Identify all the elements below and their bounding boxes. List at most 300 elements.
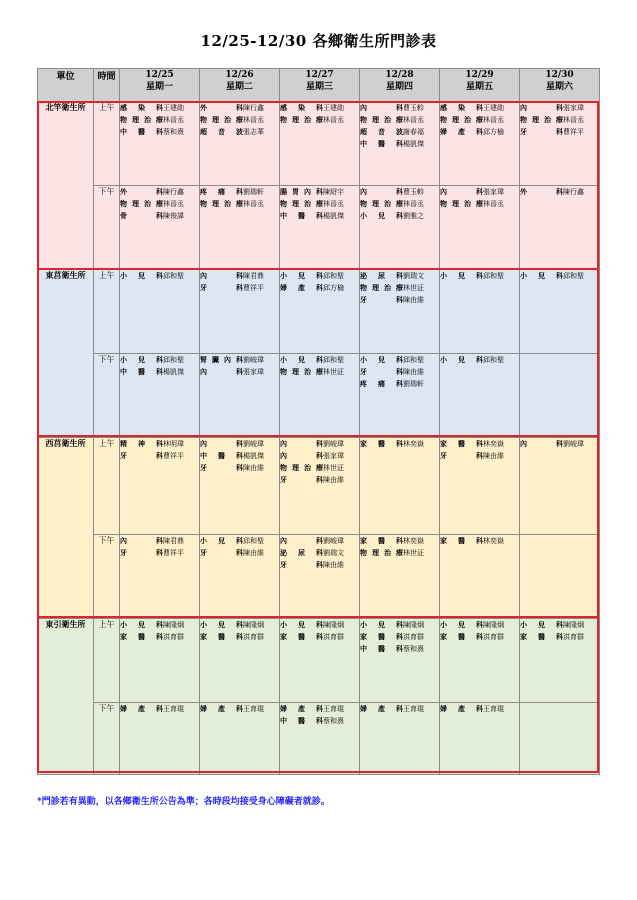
department-name: 物理治療 — [360, 283, 403, 292]
footnote: *門診若有異動，以各鄉衛生所公告為準；各時段均接受身心障礙者就診。 — [37, 797, 330, 807]
department-name: 小兒科 — [120, 355, 163, 364]
department-name: 小兒科 — [440, 355, 483, 364]
clinic-entry — [280, 462, 359, 474]
schedule-cell — [120, 102, 200, 186]
department-name: 家醫科 — [280, 632, 323, 641]
doctor-name: 陳隆炯 — [563, 621, 584, 629]
schedule-cell — [360, 186, 440, 270]
site-dongyin: 東引衛生所 — [38, 619, 94, 775]
doctor-name: 林明瑋 — [163, 440, 184, 448]
department-name: 婦產科 — [280, 283, 323, 292]
department-name: 泌尿科 — [280, 548, 323, 557]
clinic-entry — [360, 354, 439, 366]
doctor-name: 林晉丞 — [163, 116, 184, 124]
clinic-entry — [200, 631, 279, 643]
doctor-name: 王建勛 — [483, 104, 504, 112]
clinic-entry — [360, 270, 439, 282]
clinic-entry — [200, 438, 279, 450]
day-date: 12/28 — [385, 70, 414, 80]
clinic-entry — [200, 547, 279, 559]
department-name: 感染科 — [280, 103, 323, 112]
department-name: 家醫科 — [440, 439, 483, 448]
clinic-entry — [200, 366, 279, 378]
day-date: 12/25 — [145, 70, 174, 80]
schedule-cell — [360, 703, 440, 775]
department-name: 內科 — [200, 439, 243, 448]
clinic-entry — [520, 102, 599, 114]
clinic-entry — [200, 450, 279, 462]
department-name: 家醫科 — [440, 536, 483, 545]
time-period: 下午 — [94, 354, 120, 438]
header-time: 時間 — [94, 69, 120, 102]
day-weekday: 星期四 — [385, 82, 413, 92]
time-period: 上午 — [94, 102, 120, 186]
day-header — [200, 69, 280, 102]
department-name: 物理治療 — [360, 199, 403, 208]
doctor-name: 林晉丞 — [403, 200, 424, 208]
doctor-name: 邱和聖 — [483, 272, 504, 280]
schedule-cell — [440, 186, 520, 270]
doctor-name: 陳由維 — [243, 464, 264, 472]
department-name: 中醫科 — [200, 451, 243, 460]
clinic-entry — [520, 270, 599, 282]
doctor-name: 劉峻瑋 — [323, 537, 344, 545]
department-name: 家醫科 — [360, 439, 403, 448]
day-header — [520, 69, 600, 102]
schedule-cell — [360, 270, 440, 354]
day-date: 12/26 — [225, 70, 254, 80]
clinic-entry — [360, 643, 439, 655]
clinic-entry — [120, 270, 199, 282]
doctor-name: 陳由維 — [243, 549, 264, 557]
doctor-name: 陳行鑫 — [243, 104, 264, 112]
page-title: 12/25-12/30 各鄉衛生所門診表 — [200, 32, 437, 50]
clinic-entry — [360, 438, 439, 450]
doctor-name: 陳君鼎 — [243, 272, 264, 280]
department-name: 腎臟內科 — [200, 355, 243, 364]
clinic-entry — [200, 114, 279, 126]
department-name: 內科 — [200, 367, 243, 376]
clinic-entry — [440, 354, 519, 366]
doctor-name: 陳隆炯 — [163, 621, 184, 629]
department-name: 內科 — [360, 187, 403, 196]
site-north-gan: 北竿衛生所 — [38, 102, 94, 270]
clinic-entry — [120, 535, 199, 547]
clinic-entry — [280, 198, 359, 210]
schedule-cell — [120, 535, 200, 619]
doctor-name: 邱和聖 — [243, 537, 264, 545]
doctor-name: 邱和聖 — [163, 272, 184, 280]
doctor-name: 林晉丞 — [563, 116, 584, 124]
department-name: 中醫科 — [360, 644, 403, 653]
department-name: 牙科 — [200, 548, 243, 557]
doctor-name: 張家瑋 — [483, 188, 504, 196]
schedule-cell — [440, 270, 520, 354]
doctor-name: 張家瑋 — [323, 452, 344, 460]
department-name: 婦產科 — [440, 704, 483, 713]
clinic-entry — [280, 703, 359, 715]
clinic-entry — [440, 619, 519, 631]
doctor-name: 陳由維 — [323, 561, 344, 569]
department-name: 中醫科 — [120, 127, 163, 136]
doctor-name: 邱和聖 — [483, 356, 504, 364]
doctor-name: 劉瑞文 — [403, 272, 424, 280]
department-name: 感染科 — [440, 103, 483, 112]
department-name: 疼痛科 — [360, 379, 403, 388]
clinic-schedule-table — [37, 68, 600, 775]
day-weekday: 星期一 — [145, 82, 173, 92]
doctor-name: 劉峻瑋 — [563, 440, 584, 448]
clinic-entry — [280, 114, 359, 126]
department-name: 泌尿科 — [360, 271, 403, 280]
department-name: 外科 — [520, 187, 563, 196]
department-name: 牙科 — [120, 451, 163, 460]
clinic-entry — [360, 126, 439, 138]
department-name: 牙科 — [200, 463, 243, 472]
schedule-cell — [120, 270, 200, 354]
clinic-entry — [360, 282, 439, 294]
clinic-entry — [280, 438, 359, 450]
day-weekday: 星期三 — [305, 82, 333, 92]
schedule-row — [38, 703, 600, 775]
schedule-cell — [120, 354, 200, 438]
department-name: 內科 — [280, 439, 323, 448]
doctor-name: 陳俊諱 — [163, 212, 184, 220]
time-period: 下午 — [94, 703, 120, 775]
clinic-entry — [200, 126, 279, 138]
department-name: 牙科 — [120, 548, 163, 557]
department-name: 內科 — [280, 451, 323, 460]
department-name: 小兒科 — [200, 536, 243, 545]
schedule-cell — [280, 703, 360, 775]
time-period: 上午 — [94, 619, 120, 703]
doctor-name: 陳君鼎 — [163, 537, 184, 545]
schedule-cell — [520, 438, 600, 535]
doctor-name: 洪育群 — [563, 633, 584, 641]
department-name: 家醫科 — [520, 632, 563, 641]
doctor-name: 王育琨 — [163, 705, 184, 713]
department-name: 婦產科 — [200, 704, 243, 713]
doctor-name: 王育琨 — [403, 705, 424, 713]
department-name: 超音波 — [360, 127, 403, 136]
doctor-name: 陳隆炯 — [403, 621, 424, 629]
schedule-row — [38, 102, 600, 186]
doctor-name: 王育琨 — [323, 705, 344, 713]
department-name: 內科 — [440, 187, 483, 196]
department-name: 物理治療 — [280, 367, 323, 376]
clinic-entry — [120, 210, 199, 222]
doctor-name: 王育琨 — [483, 705, 504, 713]
clinic-entry — [280, 535, 359, 547]
clinic-entry — [360, 631, 439, 643]
doctor-name: 洪育群 — [323, 633, 344, 641]
doctor-name: 曹玉軫 — [403, 188, 424, 196]
doctor-name: 邱和聖 — [403, 356, 424, 364]
day-header — [280, 69, 360, 102]
schedule-row — [38, 619, 600, 703]
department-name: 婦產科 — [280, 704, 323, 713]
clinic-entry — [360, 138, 439, 150]
schedule-cell — [440, 102, 520, 186]
doctor-name: 陳由維 — [403, 368, 424, 376]
doctor-name: 楊凱傑 — [163, 368, 184, 376]
schedule-row — [38, 438, 600, 535]
clinic-entry — [120, 366, 199, 378]
schedule-cell — [280, 270, 360, 354]
clinic-entry — [360, 378, 439, 390]
doctor-name: 林世泟 — [323, 368, 344, 376]
clinic-entry — [280, 270, 359, 282]
clinic-entry — [360, 619, 439, 631]
schedule-row — [38, 354, 600, 438]
doctor-name: 劉峻瑋 — [243, 440, 264, 448]
doctor-name: 陳紹宇 — [323, 188, 344, 196]
site-west-ju: 西莒衛生所 — [38, 438, 94, 619]
schedule-cell — [360, 102, 440, 186]
doctor-name: 劉雅之 — [403, 212, 424, 220]
department-name: 物理治療 — [360, 115, 403, 124]
day-date: 12/27 — [305, 70, 334, 80]
clinic-entry — [360, 210, 439, 222]
schedule-cell — [360, 438, 440, 535]
doctor-name: 陳隆炯 — [323, 621, 344, 629]
doctor-name: 王建勛 — [163, 104, 184, 112]
doctor-name: 林世泟 — [403, 284, 424, 292]
doctor-name: 曹祥平 — [243, 284, 264, 292]
clinic-entry — [360, 114, 439, 126]
doctor-name: 劉瑞文 — [323, 549, 344, 557]
doctor-name: 陳隆炯 — [243, 621, 264, 629]
schedule-cell — [200, 535, 280, 619]
schedule-cell — [520, 102, 600, 186]
department-name: 物理治療 — [200, 115, 243, 124]
schedule-cell — [520, 619, 600, 703]
clinic-entry — [520, 438, 599, 450]
doctor-name: 楊凱傑 — [403, 140, 424, 148]
department-name: 內科 — [280, 536, 323, 545]
doctor-name: 陳隆炯 — [483, 621, 504, 629]
clinic-entry — [520, 126, 599, 138]
clinic-entry — [120, 354, 199, 366]
department-name: 牙科 — [360, 295, 403, 304]
doctor-name: 劉峻瑋 — [323, 440, 344, 448]
doctor-name: 劉瑞軒 — [403, 380, 424, 388]
doctor-name: 林晉丞 — [483, 200, 504, 208]
clinic-entry — [440, 438, 519, 450]
day-date: 12/29 — [465, 70, 494, 80]
clinic-entry — [440, 631, 519, 643]
schedule-cell — [280, 102, 360, 186]
schedule-cell — [200, 186, 280, 270]
doctor-name: 曹祥平 — [163, 452, 184, 460]
department-name: 小兒科 — [520, 620, 563, 629]
doctor-name: 曹祥平 — [563, 128, 584, 136]
department-name: 超音波 — [200, 127, 243, 136]
schedule-cell — [280, 438, 360, 535]
clinic-entry — [120, 126, 199, 138]
header-row — [38, 69, 600, 102]
department-name: 內科 — [520, 439, 563, 448]
department-name: 疼痛科 — [200, 187, 243, 196]
schedule-cell — [360, 354, 440, 438]
department-name: 小兒科 — [280, 620, 323, 629]
clinic-entry — [280, 474, 359, 486]
clinic-entry — [200, 282, 279, 294]
department-name: 物理治療 — [280, 199, 323, 208]
doctor-name: 陳由維 — [323, 476, 344, 484]
schedule-cell — [360, 535, 440, 619]
clinic-entry — [280, 210, 359, 222]
doctor-name: 林晉丞 — [163, 200, 184, 208]
clinic-entry — [280, 631, 359, 643]
department-name: 牙科 — [280, 475, 323, 484]
schedule-cell — [200, 619, 280, 703]
schedule-cell — [280, 186, 360, 270]
clinic-entry — [440, 270, 519, 282]
doctor-name: 邱方榆 — [323, 284, 344, 292]
department-name: 小兒科 — [120, 271, 163, 280]
day-date: 12/30 — [545, 70, 574, 80]
doctor-name: 蔡和熹 — [323, 717, 344, 725]
schedule-cell — [520, 535, 600, 619]
clinic-entry — [200, 703, 279, 715]
clinic-entry — [440, 114, 519, 126]
doctor-name: 邱方榆 — [483, 128, 504, 136]
clinic-entry — [520, 186, 599, 198]
clinic-entry — [280, 354, 359, 366]
department-name: 外科 — [120, 187, 163, 196]
schedule-cell — [120, 703, 200, 775]
doctor-name: 楊凱傑 — [243, 452, 264, 460]
schedule-cell — [440, 535, 520, 619]
department-name: 家醫科 — [120, 632, 163, 641]
doctor-name: 邱和聖 — [323, 272, 344, 280]
department-name: 小兒科 — [200, 620, 243, 629]
department-name: 物理治療 — [120, 115, 163, 124]
doctor-name: 林世泟 — [403, 549, 424, 557]
clinic-entry — [120, 198, 199, 210]
department-name: 婦產科 — [440, 127, 483, 136]
doctor-name: 張家瑋 — [563, 104, 584, 112]
doctor-name: 蔡和熹 — [163, 128, 184, 136]
clinic-entry — [360, 294, 439, 306]
department-name: 物理治療 — [440, 199, 483, 208]
clinic-entry — [200, 354, 279, 366]
schedule-cell — [120, 619, 200, 703]
department-name: 婦產科 — [360, 704, 403, 713]
clinic-entry — [120, 619, 199, 631]
day-weekday: 星期五 — [465, 82, 493, 92]
clinic-entry — [280, 559, 359, 571]
schedule-cell — [200, 354, 280, 438]
doctor-name: 邱和聖 — [563, 272, 584, 280]
clinic-entry — [360, 186, 439, 198]
department-name: 小兒科 — [280, 355, 323, 364]
clinic-entry — [360, 102, 439, 114]
doctor-name: 王建勛 — [323, 104, 344, 112]
schedule-row — [38, 535, 600, 619]
doctor-name: 曹玉軫 — [403, 104, 424, 112]
department-name: 中醫科 — [280, 716, 323, 725]
schedule-cell — [200, 270, 280, 354]
doctor-name: 林奕嶽 — [403, 440, 424, 448]
clinic-entry — [280, 366, 359, 378]
day-header — [440, 69, 520, 102]
doctor-name: 邱和聖 — [163, 356, 184, 364]
schedule-cell — [520, 354, 600, 438]
doctor-name: 陳由維 — [403, 296, 424, 304]
schedule-cell — [280, 354, 360, 438]
schedule-cell — [200, 703, 280, 775]
schedule-cell — [120, 438, 200, 535]
clinic-entry — [120, 547, 199, 559]
doctor-name: 林奕嶽 — [483, 440, 504, 448]
doctor-name: 王育琨 — [243, 705, 264, 713]
clinic-entry — [120, 102, 199, 114]
schedule-cell — [200, 438, 280, 535]
schedule-cell — [440, 703, 520, 775]
clinic-entry — [440, 535, 519, 547]
department-name: 牙科 — [280, 560, 323, 569]
department-name: 內科 — [120, 536, 163, 545]
department-name: 家醫科 — [360, 536, 403, 545]
clinic-entry — [200, 462, 279, 474]
doctor-name: 林世泟 — [323, 464, 344, 472]
department-name: 家醫科 — [200, 632, 243, 641]
day-weekday: 星期六 — [545, 82, 573, 92]
doctor-name: 張志華 — [243, 128, 264, 136]
day-header — [120, 69, 200, 102]
doctor-name: 林晉丞 — [243, 116, 264, 124]
department-name: 物理治療 — [280, 463, 323, 472]
doctor-name: 邱和聖 — [323, 356, 344, 364]
department-name: 感染科 — [120, 103, 163, 112]
time-period: 下午 — [94, 186, 120, 270]
department-name: 物理治療 — [360, 548, 403, 557]
clinic-entry — [200, 102, 279, 114]
department-name: 物理治療 — [120, 199, 163, 208]
doctor-name: 陳由維 — [483, 452, 504, 460]
clinic-entry — [280, 186, 359, 198]
clinic-entry — [520, 631, 599, 643]
doctor-name: 劉峻瑋 — [243, 356, 264, 364]
doctor-name: 楊凱傑 — [323, 212, 344, 220]
day-header — [360, 69, 440, 102]
clinic-entry — [200, 270, 279, 282]
department-name: 中醫科 — [360, 139, 403, 148]
department-name: 小兒科 — [120, 620, 163, 629]
department-name: 精神科 — [120, 439, 163, 448]
time-period: 下午 — [94, 535, 120, 619]
department-name: 小兒科 — [440, 620, 483, 629]
department-name: 小兒科 — [440, 271, 483, 280]
department-name: 小兒科 — [360, 620, 403, 629]
doctor-name: 洪育群 — [163, 633, 184, 641]
clinic-entry — [120, 703, 199, 715]
doctor-name: 林晉丞 — [403, 116, 424, 124]
doctor-name: 林晉丞 — [243, 200, 264, 208]
clinic-entry — [280, 102, 359, 114]
department-name: 外科 — [200, 103, 243, 112]
department-name: 婦產科 — [120, 704, 163, 713]
department-name: 內科 — [360, 103, 403, 112]
doctor-name: 洪育群 — [403, 633, 424, 641]
schedule-cell — [200, 102, 280, 186]
clinic-entry — [280, 715, 359, 727]
clinic-entry — [360, 703, 439, 715]
clinic-entry — [200, 186, 279, 198]
department-name: 物理治療 — [280, 115, 323, 124]
